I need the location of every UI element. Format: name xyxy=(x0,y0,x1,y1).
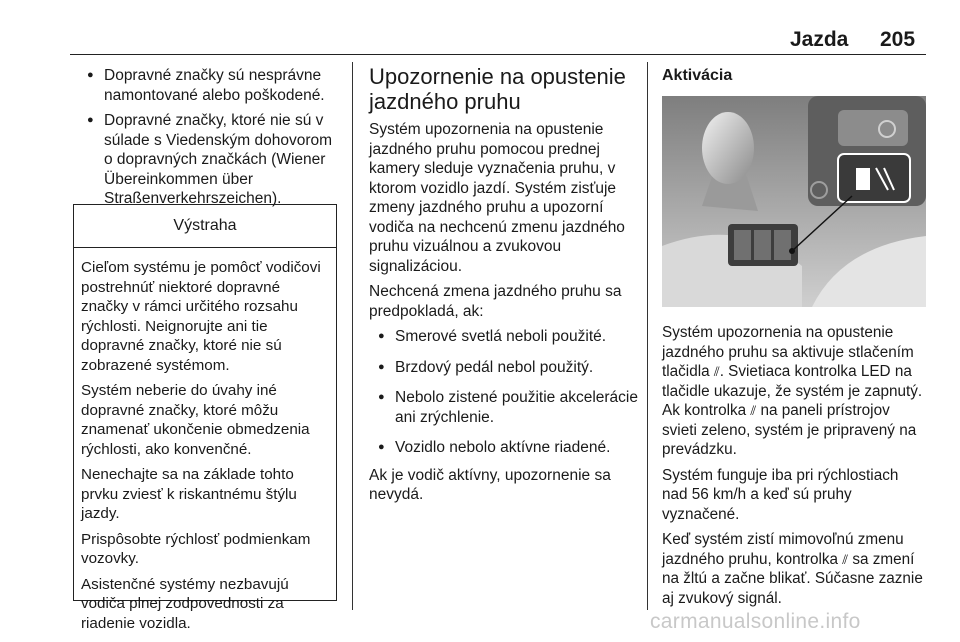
warning-title: Výstraha xyxy=(74,205,336,248)
warning-body xyxy=(74,248,336,633)
sub-heading: Aktivácia xyxy=(662,67,733,84)
figure-center-console xyxy=(662,96,926,307)
column-divider-1 xyxy=(352,62,353,610)
column-divider-2 xyxy=(647,62,648,610)
column-3-heading-wrap xyxy=(662,66,926,86)
center-console-illustration xyxy=(662,96,926,307)
section-heading: Upozornenie na opustenie jazdného pruhu xyxy=(369,64,626,114)
lane-departure-icon: ⫽ xyxy=(842,551,849,567)
list-item: ● Nebolo zistené použitie akcelerácie ani zrýchlenie. xyxy=(369,388,639,427)
paragraph: Systém funguje iba pri rýchlostiach nad 56 km/h a keď sú pruhy vyznačené. xyxy=(662,466,899,523)
warning-paragraph: Asistenčné systémy nezbavujú vodiča plnej zodpovednosti za riadenie vozidla. xyxy=(81,575,289,632)
warning-paragraph: Prispôsobte rýchlosť podmienkam vozovky. xyxy=(81,530,311,567)
page-header-title: Jazda xyxy=(790,28,849,51)
warning-paragraph: Nenechajte sa na základe tohto prvku zviesť k riskantnému štýlu jazdy. xyxy=(81,466,297,522)
paragraph: Keď systém zistí mimovoľnú zmenu jazdného pruhu, kontrolka ⫽ sa zmení na žltú a začne blikať. Súčasne zaznie aj zvukový signál. xyxy=(662,531,923,607)
column-3-body xyxy=(662,323,928,614)
page-number: 205 xyxy=(880,28,916,51)
header-rule xyxy=(70,54,926,55)
column-2 xyxy=(369,64,639,511)
warning-paragraph: Cieľom systému je pomôcť vodičovi postrehnúť niektoré dopravné značky v rámci určitého rozsahu rýchlosti. Neignorujte ani tie dopravné značky, ktoré nie sú zobrazené systémom. xyxy=(81,259,321,374)
bullet-list xyxy=(369,327,639,458)
lane-departure-icon: ⫽ xyxy=(713,364,720,379)
lane-departure-icon: ⫽ xyxy=(750,403,757,418)
paragraph: Ak je vodič aktívny, upozornenie sa nevydá. xyxy=(369,466,611,503)
warning-box xyxy=(73,204,337,632)
list-item: ● Dopravné značky, ktoré nie sú v súlade s Viedenským dohovorom o dopravných značkách (Wiener Übereinkommen über Straßenverkehrszeichen). xyxy=(78,111,343,209)
paragraph: Systém upozornenia na opustenie jazdného pruhu pomocou prednej kamery sleduje vyznačenia pruhu, v ktorom vozidlo jazdí. Systém zisťuje zmeny jazdného pruhu a upozorní vodiča na nechcenú zmenu jazdného pruhu vizuálnou a zvukovou signalizáciou. xyxy=(369,121,625,275)
list-item: ● Smerové svetlá neboli použité. xyxy=(369,327,639,347)
watermark: carmanualsonline.info xyxy=(650,610,861,633)
bullet-list xyxy=(78,66,343,209)
column-1 xyxy=(78,66,343,215)
list-item: ● Brzdový pedál nebol použitý. xyxy=(369,358,639,378)
warning-paragraph: Systém neberie do úvahy iné dopravné značky, ktoré môžu znamenať ukončenie obmedzenia rýchlosti, ako konvenčné. xyxy=(81,382,310,458)
paragraph: Systém upozornenia na opustenie jazdného pruhu sa aktivuje stlačením tlačidla ⫽. Svietiaca kontrolka LED na tlačidle ukazuje, že systém je zapnutý. Ak kontrolka ⫽ na paneli prístrojov svieti zeleno, systém je pripravený na prevádzku. xyxy=(662,324,923,458)
list-item: ● Vozidlo nebolo aktívne riadené. xyxy=(369,438,639,458)
list-item: ● Dopravné značky sú nesprávne namontované alebo poškodené. xyxy=(78,66,343,105)
paragraph: Nechcená zmena jazdného pruhu sa predpokladá, ak: xyxy=(369,283,622,320)
